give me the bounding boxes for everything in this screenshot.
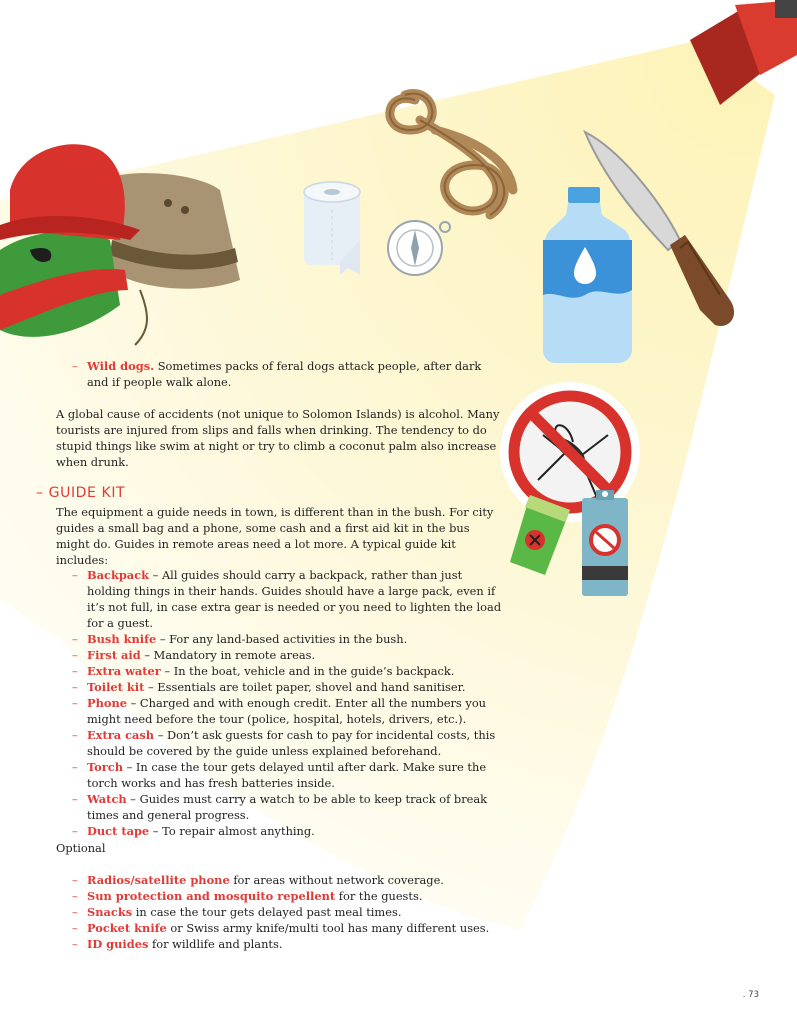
optional-term: Radios/satellite phone bbox=[87, 873, 230, 887]
kit-text: – To repair almost anything. bbox=[149, 824, 315, 838]
optional-text: or Swiss army knife/multi tool has many different uses. bbox=[166, 921, 490, 935]
rope-icon bbox=[375, 70, 535, 230]
list-item bbox=[56, 791, 506, 823]
kit-text: – For any land-based activities in the bush. bbox=[156, 632, 408, 646]
list-item bbox=[56, 920, 506, 936]
kit-text: – Mandatory in remote areas. bbox=[140, 648, 316, 662]
optional-label: Optional bbox=[56, 841, 106, 855]
kit-text: – Guides must carry a watch to be able to keep track of break times and general progress. bbox=[87, 792, 488, 822]
list-item bbox=[56, 663, 506, 679]
list-item bbox=[56, 567, 506, 631]
optional-text: for wildlife and plants. bbox=[148, 937, 283, 951]
section-heading-guide-kit: – GUIDE KIT bbox=[36, 485, 126, 501]
kit-term: First aid bbox=[87, 648, 141, 662]
bullet-term: Wild dogs. bbox=[87, 359, 155, 373]
kit-term: Toilet kit bbox=[87, 680, 145, 694]
list-item bbox=[56, 647, 506, 663]
list-item bbox=[56, 679, 506, 695]
list-item bbox=[56, 872, 506, 888]
optional-list bbox=[56, 872, 506, 952]
optional-term: ID guides bbox=[87, 937, 149, 951]
optional-term: Sun protection and mosquito repellent bbox=[87, 889, 336, 903]
kit-items bbox=[56, 567, 506, 839]
toilet-paper-icon bbox=[300, 180, 370, 280]
kit-text: – In the boat, vehicle and in the guide’s backpack. bbox=[160, 664, 455, 678]
hats-icon bbox=[0, 130, 250, 360]
optional-term: Snacks bbox=[87, 905, 133, 919]
water-bottle-icon bbox=[540, 185, 635, 365]
list-item bbox=[56, 823, 506, 839]
compass-icon bbox=[385, 215, 455, 280]
kit-term: Extra cash bbox=[87, 728, 155, 742]
list-item bbox=[56, 727, 506, 759]
optional-items bbox=[56, 872, 506, 952]
optional-text: in case the tour gets delayed past meal times. bbox=[132, 905, 402, 919]
flashlight-icon bbox=[680, 0, 797, 110]
intro-bullets bbox=[56, 358, 506, 390]
kit-term: Watch bbox=[87, 792, 127, 806]
repellent-spray-icon bbox=[578, 488, 633, 598]
list-item bbox=[56, 695, 506, 727]
kit-term: Duct tape bbox=[87, 824, 150, 838]
list-item bbox=[56, 904, 506, 920]
optional-text: for areas without network coverage. bbox=[229, 873, 444, 887]
list-item bbox=[56, 759, 506, 791]
kit-text: – In case the tour gets delayed until after dark. Make sure the torch works and has fresh batteries inside. bbox=[87, 760, 487, 790]
list-item bbox=[56, 936, 506, 952]
kit-text: – All guides should carry a backpack, rather than just holding things in their hands. Guides should have a large pack, even if it’s not full, in case extra gear is needed or you need to lighten the load for a guest. bbox=[87, 568, 502, 630]
repellent-tube-icon bbox=[505, 490, 575, 580]
kit-term: Bush knife bbox=[87, 632, 157, 646]
intro-bullet-list bbox=[56, 358, 506, 390]
kit-text: – Essentials are toilet paper, shovel and hand sanitiser. bbox=[144, 680, 466, 694]
alcohol-paragraph: A global cause of accidents (not unique to Solomon Islands) is alcohol. Many tourists are injured from slips and falls when drinking. The tendency to do stupid things like swim at night or try to climb a coconut palm also increase when drunk. bbox=[56, 407, 500, 469]
optional-text: for the guests. bbox=[335, 889, 423, 903]
guide-kit-list bbox=[56, 567, 506, 839]
guide-kit-intro: The equipment a guide needs in town, is different than in the bush. For city guides a small bag and a phone, some cash and a first aid kit in the bus might do. Guides in remote areas need a lot more. A typical guide kit includes: bbox=[56, 505, 494, 567]
kit-term: Phone bbox=[87, 696, 127, 710]
kit-term: Backpack bbox=[87, 568, 150, 582]
page-number: . 73 bbox=[742, 990, 759, 1000]
kit-text: – Don’t ask guests for cash to pay for incidental costs, this should be covered by the guide unless explained beforehand. bbox=[87, 728, 496, 758]
list-item bbox=[56, 888, 506, 904]
list-item bbox=[56, 358, 506, 390]
list-item bbox=[56, 631, 506, 647]
bullet-text: Sometimes packs of feral dogs attack people, after dark and if people walk alone. bbox=[87, 359, 482, 389]
optional-term: Pocket knife bbox=[87, 921, 167, 935]
kit-text: – Charged and with enough credit. Enter all the numbers you might need before the tour (police, hospital, hotels, drivers, etc.). bbox=[87, 696, 487, 726]
kit-term: Torch bbox=[87, 760, 123, 774]
kit-term: Extra water bbox=[87, 664, 161, 678]
